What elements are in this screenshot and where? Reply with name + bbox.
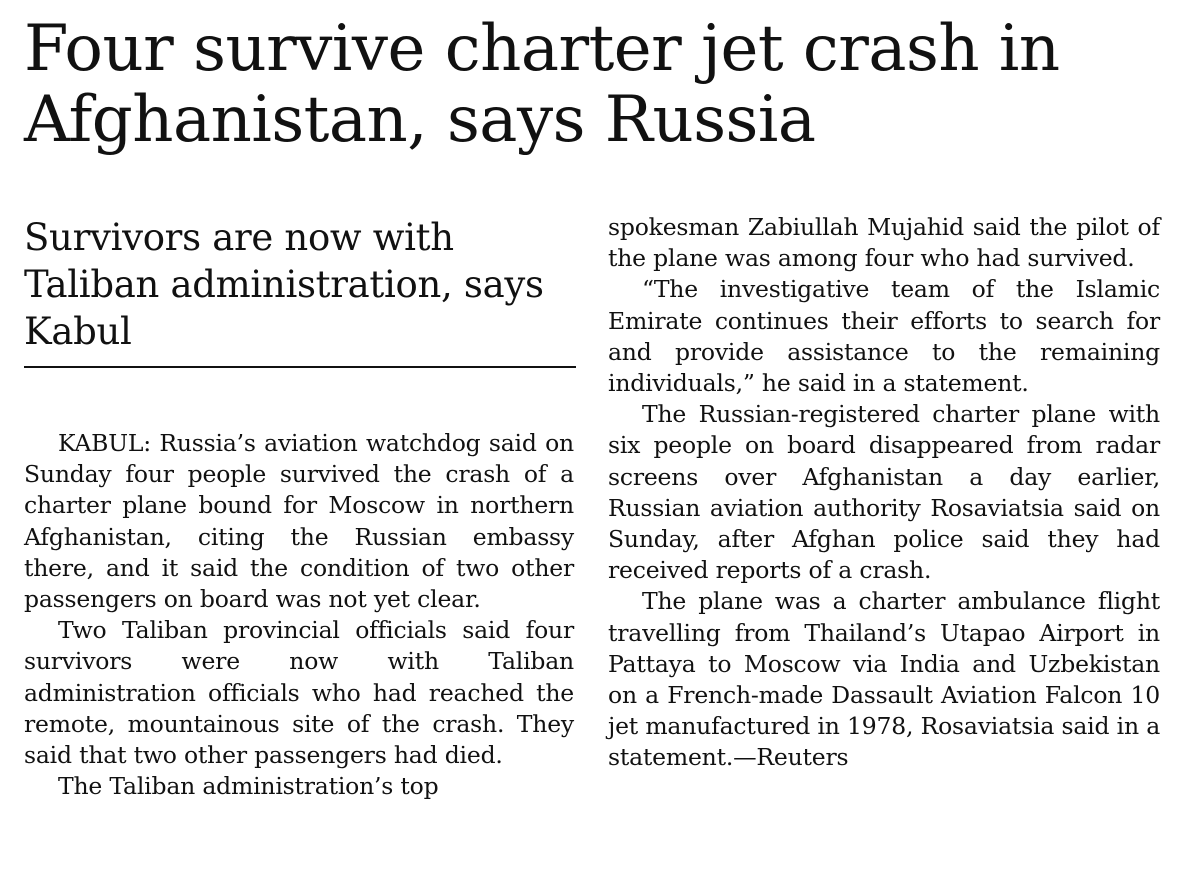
paragraph: The plane was a charter ambulance flight travelling from Thailand’s Utapao Airport in Pattaya to Moscow via India and Uzbekistan on a French-made Dassault Aviation Falcon 10 jet manufactured in 1978, Rosaviatsia said in a statement.—Reuters	[608, 587, 1160, 772]
subheadline-rule	[24, 366, 576, 368]
article-column-1	[24, 428, 574, 802]
paragraph: The Taliban administration’s top	[58, 772, 439, 801]
article-column-2	[608, 212, 1160, 774]
paragraph: The Russian-registered charter plane with six people on board disappeared from radar screens over Afghanistan a day earlier, Russian aviation authority Rosaviatsia said on Sunday, after Afghan police said they had received reports of a crash.	[608, 400, 1160, 585]
headline: Four survive charter jet crash in Afghanistan, says Russia	[24, 12, 1060, 157]
paragraph: Two Taliban provincial officials said four survivors were now with Taliban administration officials who had reached the remote, mountainous site of the crash. They said that two other passengers had died.	[24, 616, 574, 770]
paragraph: KABUL: Russia’s aviation watchdog said on Sunday four people survived the crash of a charter plane bound for Moscow in northern Afghanistan, citing the Russian embassy there, and it said the condition of two other passengers on board was not yet clear.	[24, 429, 574, 614]
subheadline: Survivors are now with Taliban administration, says Kabul	[24, 216, 544, 353]
paragraph-continued: spokesman Zabiullah Mujahid said the pilot of the plane was among four who had survived.	[608, 213, 1160, 273]
paragraph: “The investigative team of the Islamic Emirate continues their efforts to search for and provide assistance to the remaining individuals,” he said in a statement.	[608, 275, 1160, 398]
